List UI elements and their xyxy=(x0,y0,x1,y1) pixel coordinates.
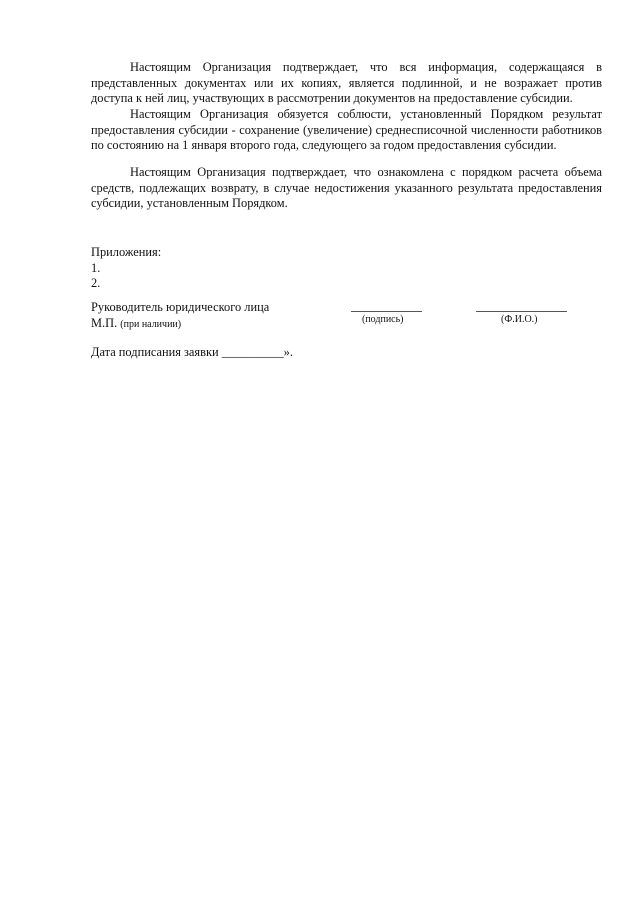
full-name-line xyxy=(476,311,567,312)
paragraph-refund-acknowledgement: Настоящим Организация подтверждает, что ознакомлена с порядком расчета объема средств, подлежащих возврату, в случае недостижения указанного результата предоставления субсидии, установленным Порядком. xyxy=(91,165,602,211)
head-of-entity-label: Руководитель юридического лица xyxy=(91,300,270,314)
full-name-caption: (Ф.И.О.) xyxy=(501,314,538,325)
attachment-item-1: 1. xyxy=(91,261,101,275)
signing-date-line: Дата подписания заявки __________». xyxy=(91,345,293,359)
stamp-label: М.П. xyxy=(91,316,118,330)
signature-line xyxy=(351,311,422,312)
stamp-note: (при наличии) xyxy=(120,319,182,330)
attachment-item-2: 2. xyxy=(91,276,101,290)
paragraph-result-obligation: Настоящим Организация обязуется соблюсти, установленный Порядком результат предоставления субсидии - сохранение (увеличение) среднесписочной численности работников по состоянию на 1 января второго года, следующего за годом предоставления субсидии. xyxy=(91,107,602,153)
attachments-title: Приложения: xyxy=(91,245,162,259)
stamp-label-row xyxy=(91,316,181,332)
paragraph-info-confirmation: Настоящим Организация подтверждает, что вся информация, содержащаяся в представленных документах или их копиях, является подлинной, и не возражает против доступа к ней лиц, участвующих в рассмотрении документов на предоставление субсидии. xyxy=(91,60,602,106)
signature-caption: (подпись) xyxy=(362,314,404,325)
